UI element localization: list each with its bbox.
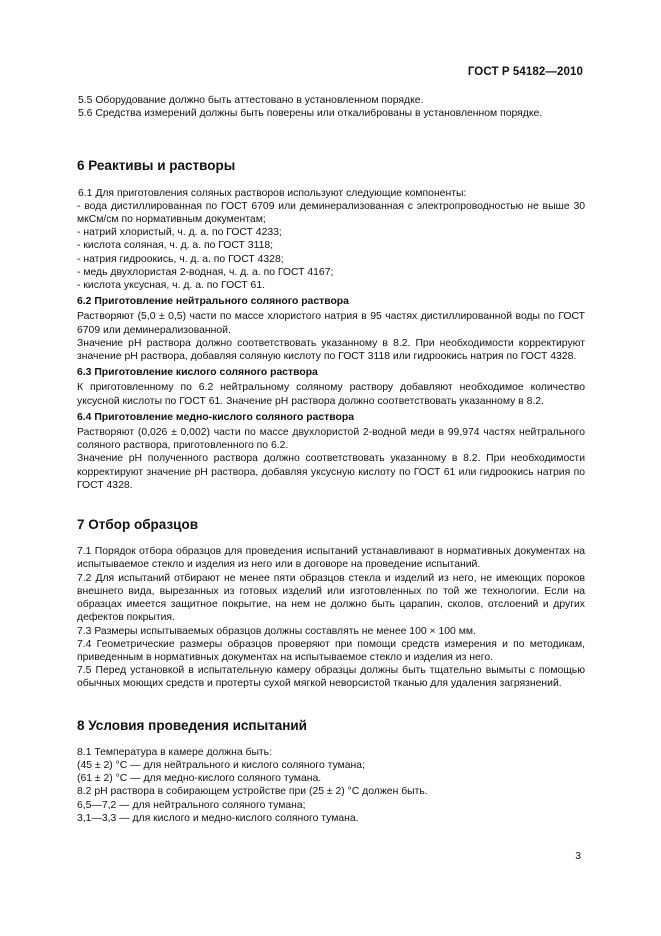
section-7-title: 7 Отбор образцов (77, 517, 199, 533)
subsection-6-3-title: 6.3 Приготовление кислого соляного раствора (77, 367, 318, 379)
document-id-header: ГОСТ Р 54182—2010 (467, 66, 583, 78)
clause-6-1: 6.1 Для приготовления соляных растворов используют следующие компоненты: (78, 187, 467, 199)
clause-8-line: (61 ± 2) °С — для медно-кислого соляного тумана. (77, 773, 322, 785)
clause-7-4: 7.4 Геометрические размеры образцов проверяют при помощи средств измерения и по методикам, приведенным в нормативных документах на испытываемое стекло и изделия из него. (77, 638, 585, 663)
section-8-title: 8 Условия проведения испытаний (77, 717, 307, 733)
list-item: - вода дистиллированная по ГОСТ 6709 или деминерализованная с электропроводностью не выше 30 мкСм/см по нормативным документам; (77, 200, 585, 226)
clause-8-line: 8.2 pH раствора в собирающем устройстве при (25 ± 2) °С должен быть. (77, 786, 428, 798)
clause-8-line: 8.1 Температура в камере должна быть: (77, 746, 272, 758)
clause-5-6: 5.6 Средства измерений должны быть поверены или откалиброваны в установленном порядке. (78, 108, 543, 120)
list-item: - натрий хлористый, ч. д. а. по ГОСТ 4233; (77, 227, 282, 239)
clause-7-2: 7.2 Для испытаний отбирают не менее пяти образцов стекла и изделий из него, не имеющих пороков внешнего вида, вырезанных из готовых изделий или изготовленных по той же технологии. Если на образцах имеется защитное покрытие, на нем не должно быть царапин, сколов, отслоений и других дефектов покрытия. (77, 572, 585, 624)
clause-8-line: (45 ± 2) °С — для нейтрального и кислого соляного тумана; (77, 759, 365, 771)
clause-7-1: 7.1 Порядок отбора образцов для проведения испытаний устанавливают в нормативных документах на испытываемое стекло и изделия из него или в договоре на проведение испытаний. (77, 546, 585, 571)
clause-7-5: 7.5 Перед установкой в испытательную камеру образцы должны быть тщательно вымыты с помощью обычных моющих средств и протерты сухой мягкой неворсистой тканью для удаления загрязнений. (77, 665, 585, 690)
page-number: 3 (575, 851, 581, 862)
list-item: - натрия гидроокись, ч. д. а. по ГОСТ 4328; (77, 253, 284, 265)
section-6-title: 6 Реактивы и растворы (77, 158, 236, 174)
clause-6-3-text: К приготовленному по 6.2 нейтральному соляному раствору добавляют необходимое количество уксусной кислоты по ГОСТ 61. Значение pH раствора должно соответствовать указанному в 8.2. (77, 382, 585, 407)
clause-5-5: 5.5 Оборудование должно быть аттестовано в установленном порядке. (78, 95, 424, 106)
clause-8-line: 6,5—7,2 — для нейтрального соляного тумана; (77, 799, 306, 811)
clause-6-4-text-2: Значение pH полученного раствора должно соответствовать указанному в 8.2. При необходимости корректируют значение pH раствора, добавляя уксусную кислоту по ГОСТ 61 или гидроокись натрия по ГОСТ 4328. (77, 453, 585, 491)
subsection-6-2-title: 6.2 Приготовление нейтрального соляного раствора (77, 296, 349, 308)
clause-7-3: 7.3 Размеры испытываемых образцов должны составлять не менее 100 × 100 мм. (77, 625, 476, 637)
clause-6-4-text-1: Растворяют (0,026 ± 0,002) части по массе двухлористой 2-водной меди в 99,974 частях нейтрального соляного раствора, приготовленного по 6.2. (77, 427, 585, 452)
list-item: - медь двухлористая 2-водная, ч. д. а. по ГОСТ 4167; (77, 266, 334, 278)
subsection-6-4-title: 6.4 Приготовление медно-кислого соляного раствора (77, 411, 354, 423)
list-item: - кислота уксусная, ч. д. а. по ГОСТ 61. (77, 280, 266, 292)
clause-6-2-text-1: Растворяют (5,0 ± 0,5) части по массе хлористого натрия в 95 частях дистиллированной воды по ГОСТ 6709 или деминерализованной. (77, 311, 585, 336)
list-item: - кислота соляная, ч. д. а. по ГОСТ 3118; (77, 240, 274, 252)
clause-8-line: 3,1—3,3 — для кислого и медно-кислого соляного тумана. (77, 812, 359, 824)
clause-6-2-text-2: Значение pH раствора должно соответствовать указанному в 8.2. При необходимости корректируют значение pH раствора, добавляя соляную кислоту по ГОСТ 3118 или гидроокись натрия по ГОСТ 4328. (77, 337, 585, 363)
page-content (77, 94, 585, 825)
